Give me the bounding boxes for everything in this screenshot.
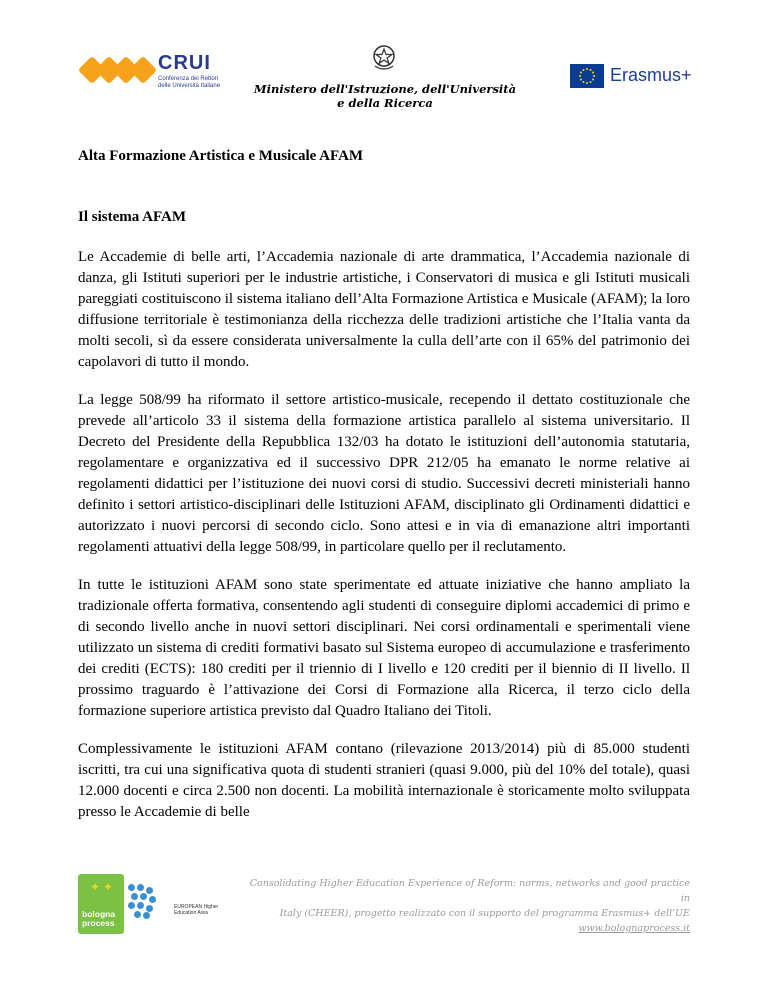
paragraph: Complessivamente le istituzioni AFAM contano (rilevazione 2013/2014) più di 85.000 studenti iscritti, tra cui una significativa quota di studenti stranieri (quasi 9.000, più del 10% del totale), quasi 12.000 docenti e circa 2.500 non docenti. La mobilità internazionale è storicamente molto sviluppata presso le Accademie di belle [78, 741, 690, 820]
ehea-dots-icon [128, 884, 168, 924]
erasmus-logo [570, 64, 700, 90]
footer-line-2: Italy (CHEER), progetto realizzato con il supporto del programma Erasmus+ dell’UE [279, 908, 690, 919]
italian-republic-emblem-icon [371, 44, 397, 72]
footer-credits [240, 876, 690, 936]
paragraph: Le Accademie di belle arti, l’Accademia nazionale di arte drammatica, l’Accademia nazionale di danza, gli Istituti superiori per le industrie artistiche, i Conservatori di musica e gli Istituti musicali pareggiati costituiscono il sistema italiano dell’Alta Formazione Artistica e Musicale (AFAM); la loro diffusione territoriale è testimonianza della ricchezza delle tradizioni artistiche che l’Italia vanta da molti secoli, sì da essere considerata universalmente la culla dell’arte con il 65% del patrimonio dei capolavori di tutto il mondo. [78, 249, 690, 370]
footer-line-1: Consolidating Higher Education Experience of Reform: norms, networks and good practice in [249, 878, 690, 904]
star-icon: ✦ ✦ [90, 880, 114, 894]
eu-flag-icon [570, 64, 604, 88]
paragraph: In tutte le istituzioni AFAM sono state sperimentate ed attuate iniziative che hanno ampliato la tradizionale offerta formativa, consentendo agli studenti di conseguire diplomi accademici di primo e di secondo livello anche in nuovi settori disciplinari. Nei corsi ordinamentali e sperimentali viene utilizzato un sistema di crediti formativi basato sul Sistema europeo di accumulazione e trasferimento dei crediti (ECTS): 180 crediti per il triennio di I livello e 120 crediti per il biennio di II livello. Il prossimo traguardo è l’attivazione dei Corsi di Formazione alla Ricerca, il terzo ciclo della formazione superiore artistica previsto dal Quadro Italiano dei Titoli. [78, 577, 690, 719]
ehea-logo-text: EUROPEAN Higher Education Area [174, 904, 219, 916]
crui-logo [82, 54, 222, 98]
ministry-logo [250, 44, 520, 110]
erasmus-logo-name: Erasmus+ [610, 65, 692, 85]
crui-logo-name: CRUI [158, 52, 211, 74]
paragraph: La legge 508/99 ha riformato il settore artistico-musicale, recependo il dettato costituzionale che prevede all’articolo 33 il sistema della formazione artistica parallelo al sistema universitario. Il Decreto del Presidente della Repubblica 132/03 ha dotato le istituzioni dell’autonomia statutaria, regolamentare e organizzativa ed il successivo DPR 212/05 ha emanato le norme relative ai regolamenti didattici per l’istituzione dei nuovi corsi di studio. Successivi decreti ministeriali hanno definito i settori artistico-disciplinari delle Istituzioni AFAM, disciplinato gli Ordinamenti didattici e autorizzato i nuovi percorsi di secondo ciclo. Sono attesi e in via di emanazione altri importanti regolamenti attuativi della legge 508/99, in particolare quello per il reclutamento. [78, 392, 690, 555]
document-body [78, 146, 690, 823]
page-header [0, 40, 768, 110]
bologna-logo-badge [78, 874, 124, 934]
bologna-process-logo [78, 874, 238, 944]
ministry-name: Ministero dell'Istruzione, dell'Università e della Ricerca [253, 82, 517, 110]
bologna-logo-text: bologna process [82, 909, 116, 928]
section-title: Il sistema AFAM [78, 209, 187, 225]
page-footer [0, 872, 768, 972]
document-title: Alta Formazione Artistica e Musicale AFAM [78, 148, 364, 164]
footer-website-link[interactable]: www.bolognaprocess.it [578, 923, 690, 934]
crui-logo-subtitle: Conferenza dei Rettori delle Università Italiane [158, 76, 221, 89]
